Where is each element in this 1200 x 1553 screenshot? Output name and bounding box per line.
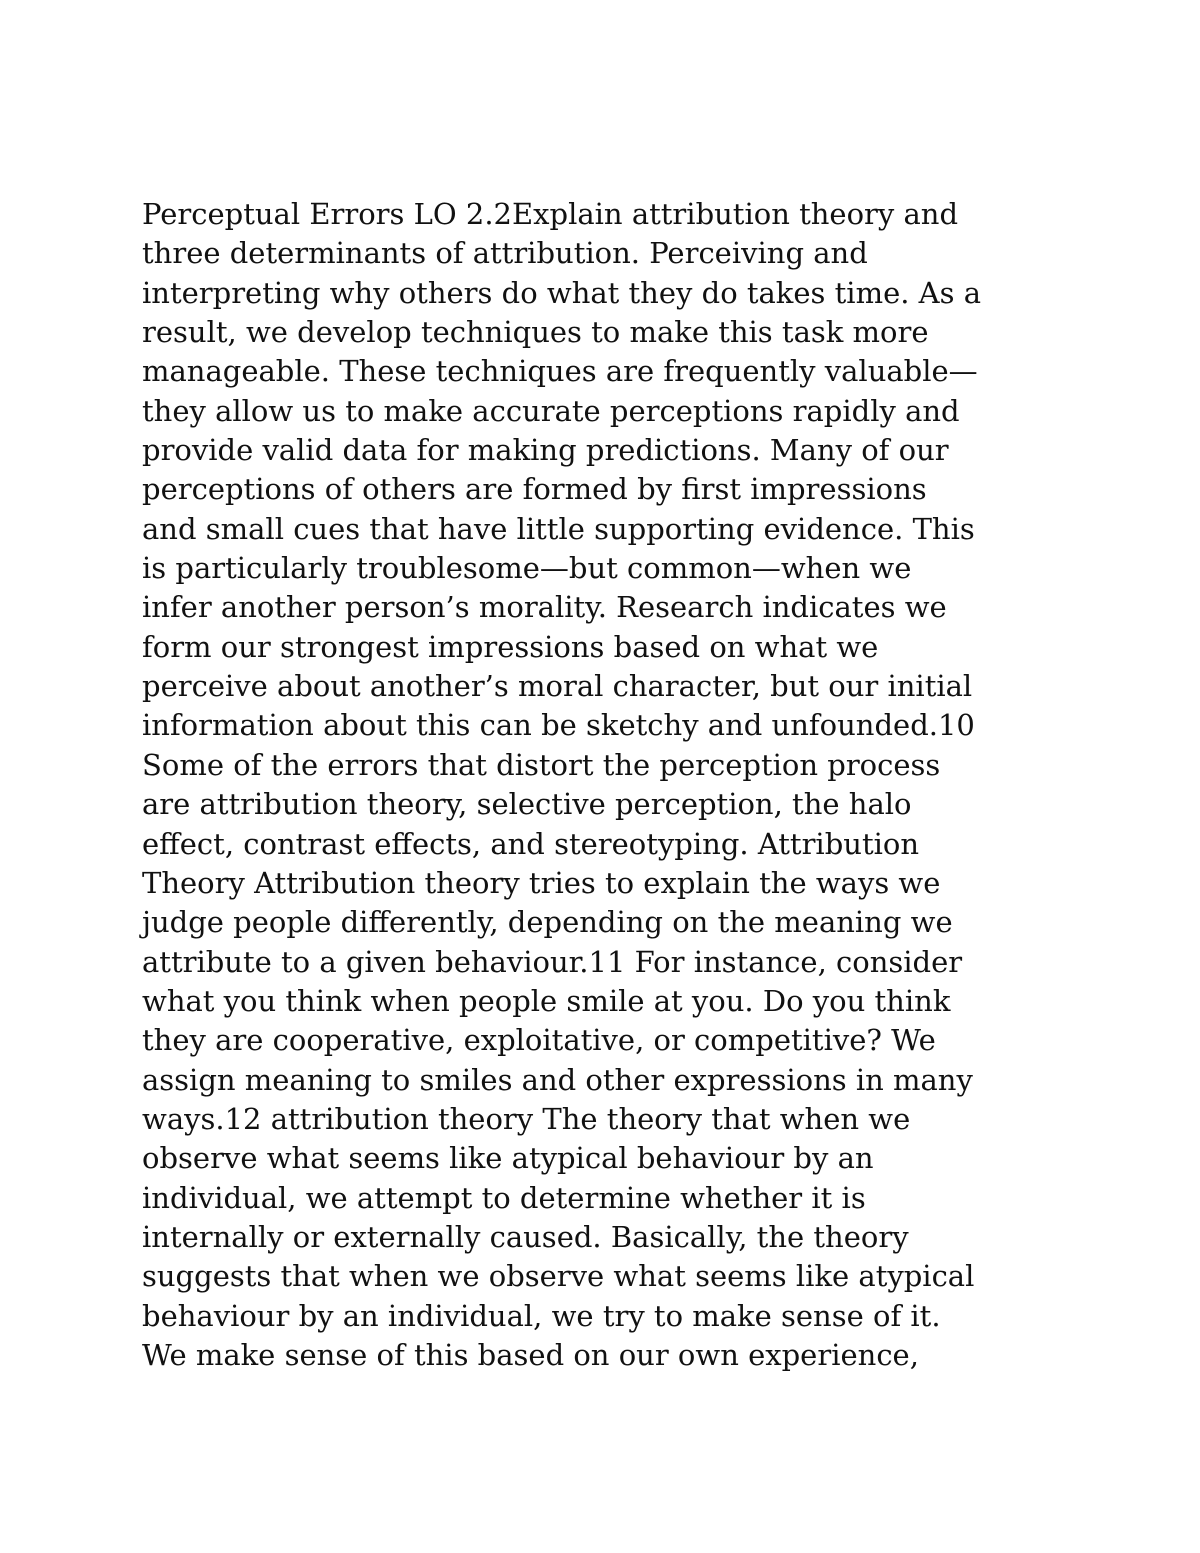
text-line: they allow us to make accurate perceptions rapidly and [142,393,960,428]
text-line: are attribution theory, selective perception, the halo [142,787,912,822]
text-line: We make sense of this based on our own experience, [142,1337,919,1372]
text-line: perceive about another’s moral character, but our initial [142,669,973,704]
body-text [142,195,1082,1375]
text-line: and small cues that have little supporting evidence. This [142,511,975,546]
text-line: information about this can be sketchy and unfounded.10 [142,708,975,743]
text-line: Some of the errors that distort the perception process [142,747,941,782]
text-line: they are cooperative, exploitative, or competitive? We [142,1023,936,1058]
text-line: observe what seems like atypical behaviour by an [142,1141,874,1176]
text-line: provide valid data for making predictions. Many of our [142,433,949,468]
text-line: ways.12 attribution theory The theory that when we [142,1101,911,1136]
text-line: internally or externally caused. Basically, the theory [142,1219,909,1254]
text-line: individual, we attempt to determine whether it is [142,1180,866,1215]
text-line: attribute to a given behaviour.11 For instance, consider [142,944,963,979]
text-line: result, we develop techniques to make this task more [142,315,929,350]
text-line: what you think when people smile at you. Do you think [142,983,951,1018]
text-line: suggests that when we observe what seems like atypical [142,1259,975,1294]
text-line: infer another person’s morality. Research indicates we [142,590,947,625]
text-line: three determinants of attribution. Perceiving and [142,236,868,271]
text-line: manageable. These techniques are frequently valuable— [142,354,978,389]
text-line: Theory Attribution theory tries to explain the ways we [142,865,941,900]
text-line: effect, contrast effects, and stereotyping. Attribution [142,826,920,861]
text-line: interpreting why others do what they do takes time. As a [142,275,982,310]
text-line: is particularly troublesome—but common—when we [142,551,912,586]
text-line: perceptions of others are formed by first impressions [142,472,927,507]
text-line: assign meaning to smiles and other expressions in many [142,1062,973,1097]
text-line: form our strongest impressions based on what we [142,629,879,664]
text-line: Perceptual Errors LO 2.2Explain attribution theory and [142,197,959,231]
text-line: judge people differently, depending on the meaning we [142,905,953,940]
text-line: behaviour by an individual, we try to make sense of it. [142,1298,941,1333]
